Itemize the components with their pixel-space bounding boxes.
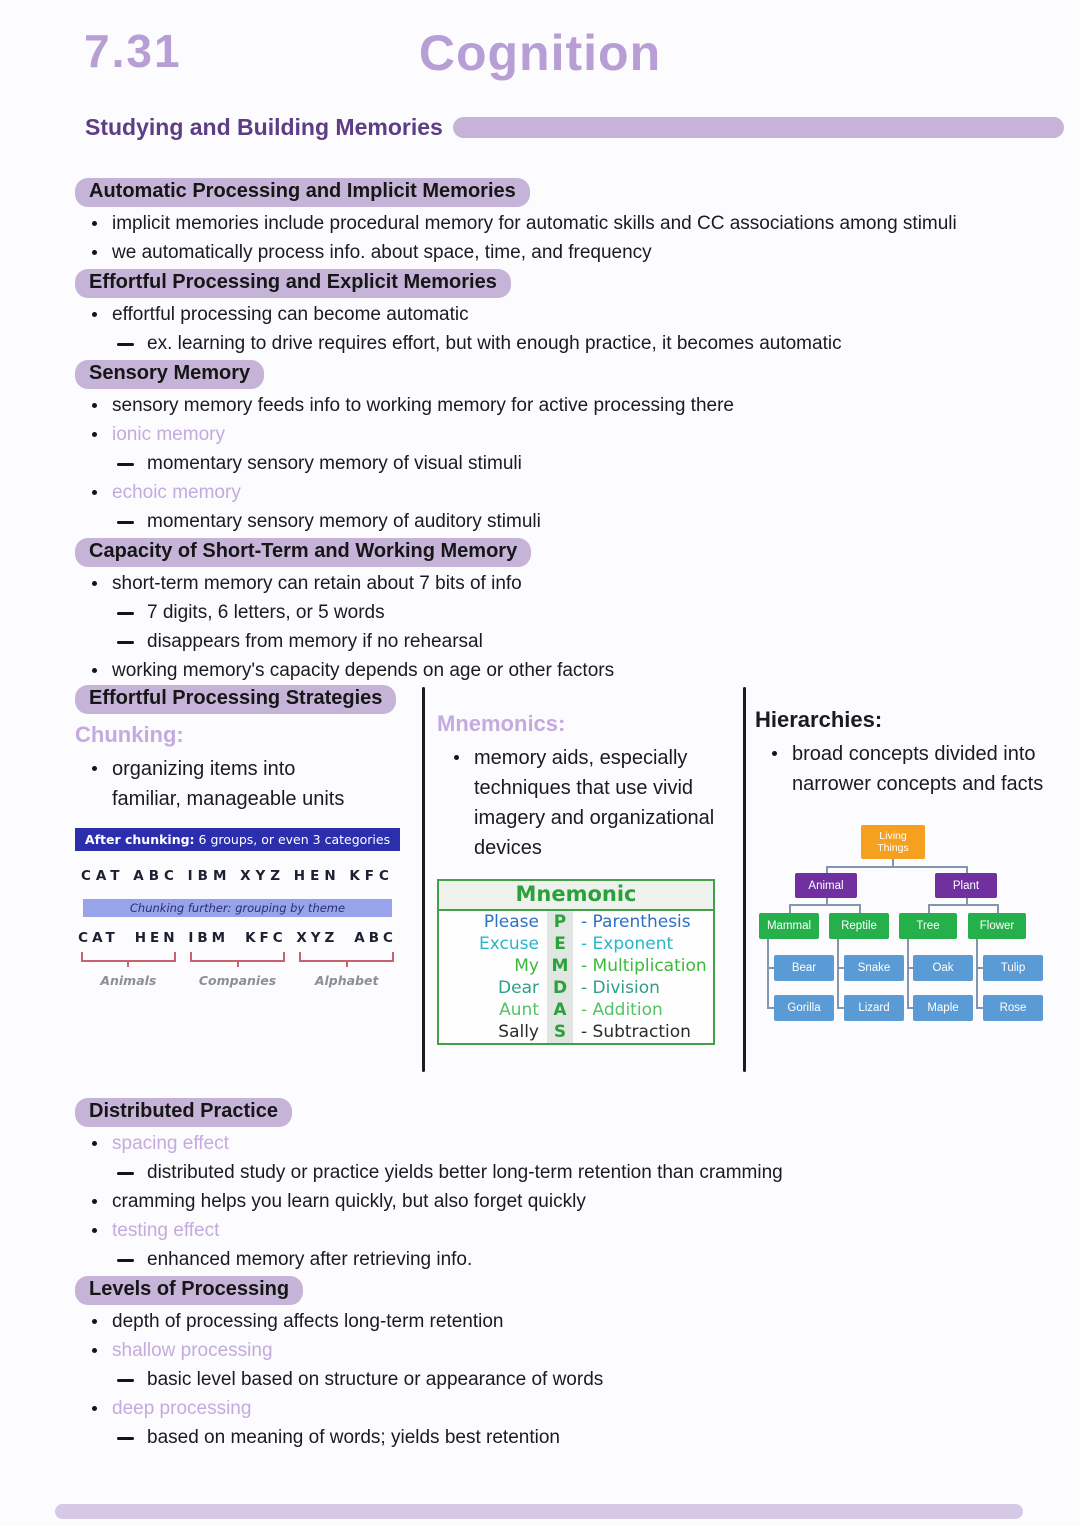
tree-node-rose: Rose [983, 995, 1043, 1021]
chunk-theme-group-animals [77, 930, 180, 988]
mnemonic-word: My [514, 956, 539, 976]
mnemonic-letter: S [547, 1021, 573, 1043]
note-line: ex. learning to drive requires effort, but with enough practice, it becomes automatic [75, 332, 1040, 356]
chunk-group-label: HEN [134, 930, 179, 946]
section-header: Distributed Practice [75, 1098, 292, 1127]
chunk-group-label: CAT [78, 930, 119, 946]
hierarchy-tree-figure [755, 825, 1080, 1030]
strategies-columns [75, 685, 1080, 1080]
table-row [439, 999, 713, 1021]
section-sensory-memory [75, 360, 1040, 534]
note-line: we automatically process info. about space, time, and frequency [75, 241, 1040, 265]
tree-connector [767, 939, 769, 1008]
column-divider [743, 687, 746, 1072]
chunk-group-label: IBM [187, 868, 232, 884]
pemdas-table-title: Mnemonic [439, 881, 713, 911]
chunking-column [75, 685, 415, 988]
subtitle-text: Studying and Building Memories [85, 114, 443, 140]
section-header: Effortful Processing and Explicit Memories [75, 269, 511, 298]
note-line: based on meaning of words; yields best retention [75, 1426, 1040, 1450]
tree-connector [976, 939, 978, 1008]
note-line: 7 digits, 6 letters, or 5 words [75, 601, 1040, 625]
mnemonic-word: Sally [498, 1022, 539, 1042]
note-line: momentary sensory memory of visual stimuli [75, 452, 1040, 476]
pemdas-mnemonic-table [437, 879, 715, 1045]
chunking-banner-bold: After chunking: [84, 832, 195, 847]
mnemonic-meaning: - Exponent [581, 934, 674, 954]
table-row [439, 977, 713, 999]
tree-node-oak: Oak [913, 955, 973, 981]
tree-connector [789, 904, 861, 906]
chunk-group-label: KFC [349, 868, 394, 884]
tree-node-maple: Maple [913, 995, 973, 1021]
chunk-group-label: CAT [81, 868, 125, 884]
chunk-items [186, 930, 289, 946]
tree-node-tulip: Tulip [983, 955, 1043, 981]
mnemonic-letter: E [547, 933, 573, 955]
footer-highlight-bar [55, 1504, 1023, 1519]
mnemonic-meaning: - Subtraction [581, 1022, 691, 1042]
chunk-items [77, 930, 180, 946]
section-header: Levels of Processing [75, 1276, 303, 1305]
note-line: implicit memories include procedural memory for automatic skills and CC associations among stimuli [75, 212, 1040, 236]
chunking-banner [75, 828, 400, 851]
section-capacity-short-term [75, 538, 1040, 683]
chunk-theme-label: Animals [100, 973, 157, 988]
note-line: organizing items into familiar, manageable units [75, 754, 357, 814]
note-line-keyword: deep processing [75, 1397, 1040, 1421]
mnemonic-letter: M [547, 955, 573, 977]
tree-node-bear: Bear [774, 955, 834, 981]
chunking-figure [75, 828, 400, 988]
chunking-groups-row [75, 868, 400, 884]
mnemonic-meaning: - Division [581, 978, 660, 998]
note-line: depth of processing affects long-term retention [75, 1310, 1040, 1334]
hierarchies-title: Hierarchies: [755, 707, 883, 732]
tree-node-mammal: Mammal [759, 913, 819, 939]
table-row [439, 911, 713, 933]
bracket [299, 952, 394, 962]
page-title: Cognition [418, 25, 662, 81]
mnemonic-meaning: - Parenthesis [581, 912, 691, 932]
note-line: basic level based on structure or appearance of words [75, 1368, 1040, 1392]
mnemonics-column [437, 685, 729, 1045]
chunking-banner-rest: 6 groups, or even 3 categories [194, 832, 391, 847]
table-row [439, 1021, 713, 1043]
note-line-keyword: spacing effect [75, 1132, 1040, 1156]
chunk-group-label: KFC [245, 930, 287, 946]
chunking-theme-banner: Chunking further: grouping by theme [83, 899, 392, 917]
section-header: Effortful Processing Strategies [75, 685, 396, 714]
mnemonic-letter: P [547, 911, 573, 933]
chunk-theme-group-companies [186, 930, 289, 988]
hierarchies-column [755, 685, 1080, 1030]
mnemonic-letter: A [547, 999, 573, 1021]
note-line: enhanced memory after retrieving info. [75, 1248, 1040, 1272]
chunking-title: Chunking: [75, 722, 184, 747]
mnemonic-word: Please [483, 912, 539, 932]
mnemonic-letter: D [547, 977, 573, 999]
mnemonics-title: Mnemonics: [437, 711, 566, 736]
chunking-theme-row [75, 930, 400, 988]
mnemonic-word: Aunt [499, 1000, 539, 1020]
chunk-items [295, 930, 398, 946]
subtitle-highlight-bar [453, 117, 1064, 138]
chunk-theme-label: Alphabet [314, 973, 379, 988]
notes-body-lower [75, 1098, 1040, 1454]
tree-connector [837, 939, 839, 1008]
tree-node-plant: Plant [935, 873, 997, 898]
notes-body-upper [75, 178, 1040, 687]
note-line-keyword: ionic memory [75, 423, 1040, 447]
subtitle-row [85, 114, 1064, 141]
bracket [190, 952, 285, 962]
chunk-group-label: ABC [354, 930, 397, 946]
tree-node-tree: Tree [899, 913, 957, 939]
note-line: sensory memory feeds info to working memory for active processing there [75, 394, 1040, 418]
note-line-keyword: testing effect [75, 1219, 1040, 1243]
mnemonic-word: Dear [498, 978, 539, 998]
tree-connector [826, 866, 968, 868]
tree-node-lizard: Lizard [844, 995, 904, 1021]
mnemonic-word: Excuse [479, 934, 539, 954]
tree-node-living-things: Living Things [861, 825, 925, 859]
tree-node-snake: Snake [844, 955, 904, 981]
section-header: Automatic Processing and Implicit Memories [75, 178, 530, 207]
mnemonic-meaning: - Multiplication [581, 956, 707, 976]
tree-connector [907, 939, 909, 1008]
table-row [439, 955, 713, 977]
note-line: broad concepts divided into narrower concepts and facts [755, 739, 1080, 799]
bracket [81, 952, 176, 962]
note-line: short-term memory can retain about 7 bits of info [75, 572, 1040, 596]
chunk-group-label: XYZ [296, 930, 339, 946]
note-number: 7.31 [84, 25, 182, 77]
section-distributed-practice [75, 1098, 1040, 1272]
note-line: memory aids, especially techniques that use vivid imagery and organizational devices [437, 743, 729, 863]
section-header: Capacity of Short-Term and Working Memory [75, 538, 531, 567]
section-automatic-processing [75, 178, 1040, 265]
table-row [439, 933, 713, 955]
note-line-keyword: shallow processing [75, 1339, 1040, 1363]
chunk-theme-group-alphabet [295, 930, 398, 988]
chunk-group-label: HEN [293, 868, 341, 884]
column-divider [422, 687, 425, 1072]
chunk-group-label: IBM [188, 930, 230, 946]
tree-node-gorilla: Gorilla [774, 995, 834, 1021]
tree-node-reptile: Reptile [829, 913, 889, 939]
chunk-group-label: XYZ [240, 868, 286, 884]
note-line: cramming helps you learn quickly, but also forget quickly [75, 1190, 1040, 1214]
tree-node-flower: Flower [968, 913, 1026, 939]
chunk-group-label: ABC [133, 868, 179, 884]
note-line: momentary sensory memory of auditory stimuli [75, 510, 1040, 534]
section-levels-of-processing [75, 1276, 1040, 1450]
note-line: effortful processing can become automatic [75, 303, 1040, 327]
note-line: distributed study or practice yields better long-term retention than cramming [75, 1161, 1040, 1185]
mnemonic-meaning: - Addition [581, 1000, 663, 1020]
note-line: working memory's capacity depends on age or other factors [75, 659, 1040, 683]
tree-connector [928, 904, 999, 906]
section-effortful-processing [75, 269, 1040, 356]
section-header: Sensory Memory [75, 360, 264, 389]
chunk-theme-label: Companies [198, 973, 277, 988]
note-line: disappears from memory if no rehearsal [75, 630, 1040, 654]
tree-node-animal: Animal [795, 873, 857, 898]
note-line-keyword: echoic memory [75, 481, 1040, 505]
